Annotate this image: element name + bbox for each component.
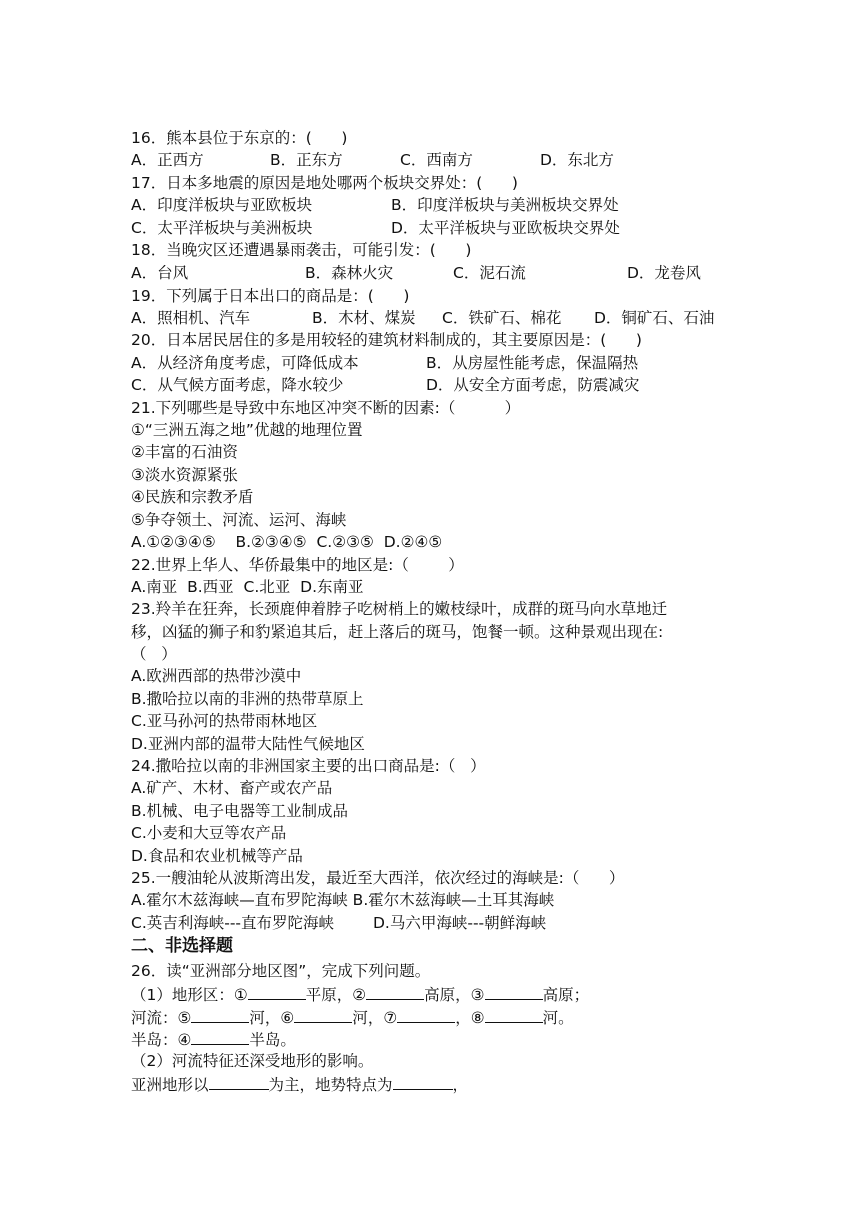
q23-stem-line3: （ ） [131, 645, 177, 663]
q26-rivers-prefix: 河流：⑤ [131, 1009, 192, 1027]
q24-option-c: C.小麦和大豆等农产品 [131, 824, 287, 842]
q19-stem: 19．下列属于日本出口的商品是：( ) [131, 287, 410, 305]
q18-option-d: D．龙卷风 [627, 264, 701, 282]
q26-terrain-prefix: 亚洲地形以 [131, 1076, 209, 1094]
q24-option-b: B.机械、电子电器等工业制成品 [131, 802, 349, 820]
q17-option-b: B．印度洋板块与美洲板块交界处 [391, 196, 619, 214]
answer-blank-slope[interactable] [393, 1073, 453, 1090]
q25-option-d: D.马六甲海峡---朝鲜海峡 [373, 914, 547, 932]
q18-stem: 18．当晚灾区还遭遇暴雨袭击，可能引发：( ) [131, 241, 472, 259]
q26-river-end: 河。 [542, 1009, 574, 1027]
q20-option-a: A．从经济角度考虑，可降低成本 [131, 354, 359, 372]
q25-option-c: C.英吉利海峡---直布罗陀海峡 [131, 914, 335, 932]
q26-river-separator: ，⑧ [455, 1009, 485, 1027]
q26-terrain-end: ， [452, 1076, 469, 1094]
q26-peninsula-end: 半岛。 [249, 1031, 296, 1049]
q22-stem: 22.世界上华人、华侨最集中的地区是:（ ） [131, 556, 464, 574]
q26-plateau2-label: 高原； [542, 986, 590, 1004]
q26-river-label: 河，⑥ [249, 1009, 295, 1027]
q16-option-d: D．东北方 [540, 151, 614, 169]
answer-blank-7[interactable] [397, 1006, 455, 1023]
q26-part2: （2）河流特征还深受地形的影响。 [131, 1052, 374, 1070]
q17-option-c: C．太平洋板块与美洲板块 [131, 219, 313, 237]
q25-options-ab: A.霍尔木兹海峡—直布罗陀海峡 B.霍尔木兹海峡—土耳其海峡 [131, 891, 555, 909]
q16-option-b: B．正东方 [270, 151, 343, 169]
q18-option-c: C．泥石流 [453, 264, 526, 282]
q26-terrain-mid: 为主，地势特点为 [268, 1076, 393, 1094]
q26-rivers-line [131, 1006, 574, 1029]
q24-stem: 24.撒哈拉以南的非洲国家主要的出口商品是:（ ） [131, 757, 486, 775]
q19-option-a: A．照相机、汽车 [131, 309, 251, 327]
q23-stem-line1: 23.羚羊在狂奔，长颈鹿伸着脖子吃树梢上的嫩枝绿叶，成群的斑马向水草地迁 [131, 600, 668, 618]
q23-option-c: C.亚马孙河的热带雨林地区 [131, 712, 318, 730]
answer-blank-2[interactable] [366, 983, 424, 1000]
q26-peninsula-line [131, 1028, 296, 1051]
q23-option-a: A.欧洲西部的热带沙漠中 [131, 667, 302, 685]
q17-option-d: D．太平洋板块与亚欧板块交界处 [391, 219, 620, 237]
q20-option-c: C．从气候方面考虑，降水较少 [131, 376, 344, 394]
q23-option-b: B.撒哈拉以南的非洲的热带草原上 [131, 690, 364, 708]
q26-terrain-line [131, 1073, 468, 1096]
q21-item: ②丰富的石油资 [131, 443, 238, 461]
answer-blank-5[interactable] [191, 1006, 249, 1023]
q26-plain-label: 平原，② [305, 986, 367, 1004]
section-heading: 二、非选择题 [131, 936, 233, 956]
q18-option-b: B．森林火灾 [305, 264, 394, 282]
q16-option-a: A．正西方 [131, 151, 204, 169]
q20-stem: 20．日本居民居住的多是用较轻的建筑材料制成的，其主要原因是：( ) [131, 331, 642, 349]
q19-option-d: D．铜矿石、石油 [594, 309, 715, 327]
q26-peninsula-prefix: 半岛：④ [131, 1031, 192, 1049]
q16-stem: 16．熊本县位于东京的：( ) [131, 129, 348, 147]
q20-option-b: B．从房屋性能考虑，保温隔热 [426, 354, 639, 372]
q26-plateau1-label: 高原，③ [424, 986, 485, 1004]
answer-blank-4[interactable] [191, 1028, 249, 1045]
q23-option-d: D.亚洲内部的温带大陆性气候地区 [131, 735, 365, 753]
q21-item: ④民族和宗教矛盾 [131, 488, 254, 506]
q26-landform-line [131, 983, 589, 1006]
q19-option-c: C．铁矿石、棉花 [442, 309, 562, 327]
q21-item: ⑤争夺领土、河流、运河、海峡 [131, 511, 347, 529]
q21-item: ①“三洲五海之地”优越的地理位置 [131, 421, 363, 439]
q26-landform-prefix: （1）地形区：① [131, 986, 248, 1004]
q26-river-label: 河，⑦ [352, 1009, 398, 1027]
answer-blank-1[interactable] [248, 983, 306, 1000]
q26-stem: 26．读“亚洲部分地区图”，完成下列问题。 [131, 962, 431, 980]
q21-options: A.①②③④⑤ B.②③④⑤ C.②③⑤ D.②④⑤ [131, 533, 443, 551]
q20-option-d: D．从安全方面考虑，防震减灾 [426, 376, 640, 394]
answer-blank-3[interactable] [485, 983, 543, 1000]
answer-blank-8[interactable] [485, 1006, 543, 1023]
q17-option-a: A．印度洋板块与亚欧板块 [131, 196, 313, 214]
answer-blank-terrain[interactable] [209, 1073, 269, 1090]
q21-item: ③淡水资源紧张 [131, 466, 238, 484]
q19-option-b: B．木材、煤炭 [312, 309, 416, 327]
q24-option-a: A.矿产、木材、畜产或农产品 [131, 779, 333, 797]
q21-stem: 21.下列哪些是导致中东地区冲突不断的因素:（ ） [131, 399, 521, 417]
q22-options: A.南亚 B.西亚 C.北亚 D.东南亚 [131, 578, 364, 596]
q18-option-a: A．台风 [131, 264, 189, 282]
answer-blank-6[interactable] [294, 1006, 352, 1023]
q17-stem: 17．日本多地震的原因是地处哪两个板块交界处：( ) [131, 174, 518, 192]
q23-stem-line2: 移，凶猛的狮子和豹紧追其后，赶上落后的斑马，饱餐一顿。这种景观出现在: [131, 623, 664, 641]
q25-stem: 25.一艘油轮从波斯湾出发，最近至大西洋，依次经过的海峡是:（ ） [131, 869, 625, 887]
q16-option-c: C．西南方 [400, 151, 473, 169]
q24-option-d: D.食品和农业机械等产品 [131, 847, 303, 865]
